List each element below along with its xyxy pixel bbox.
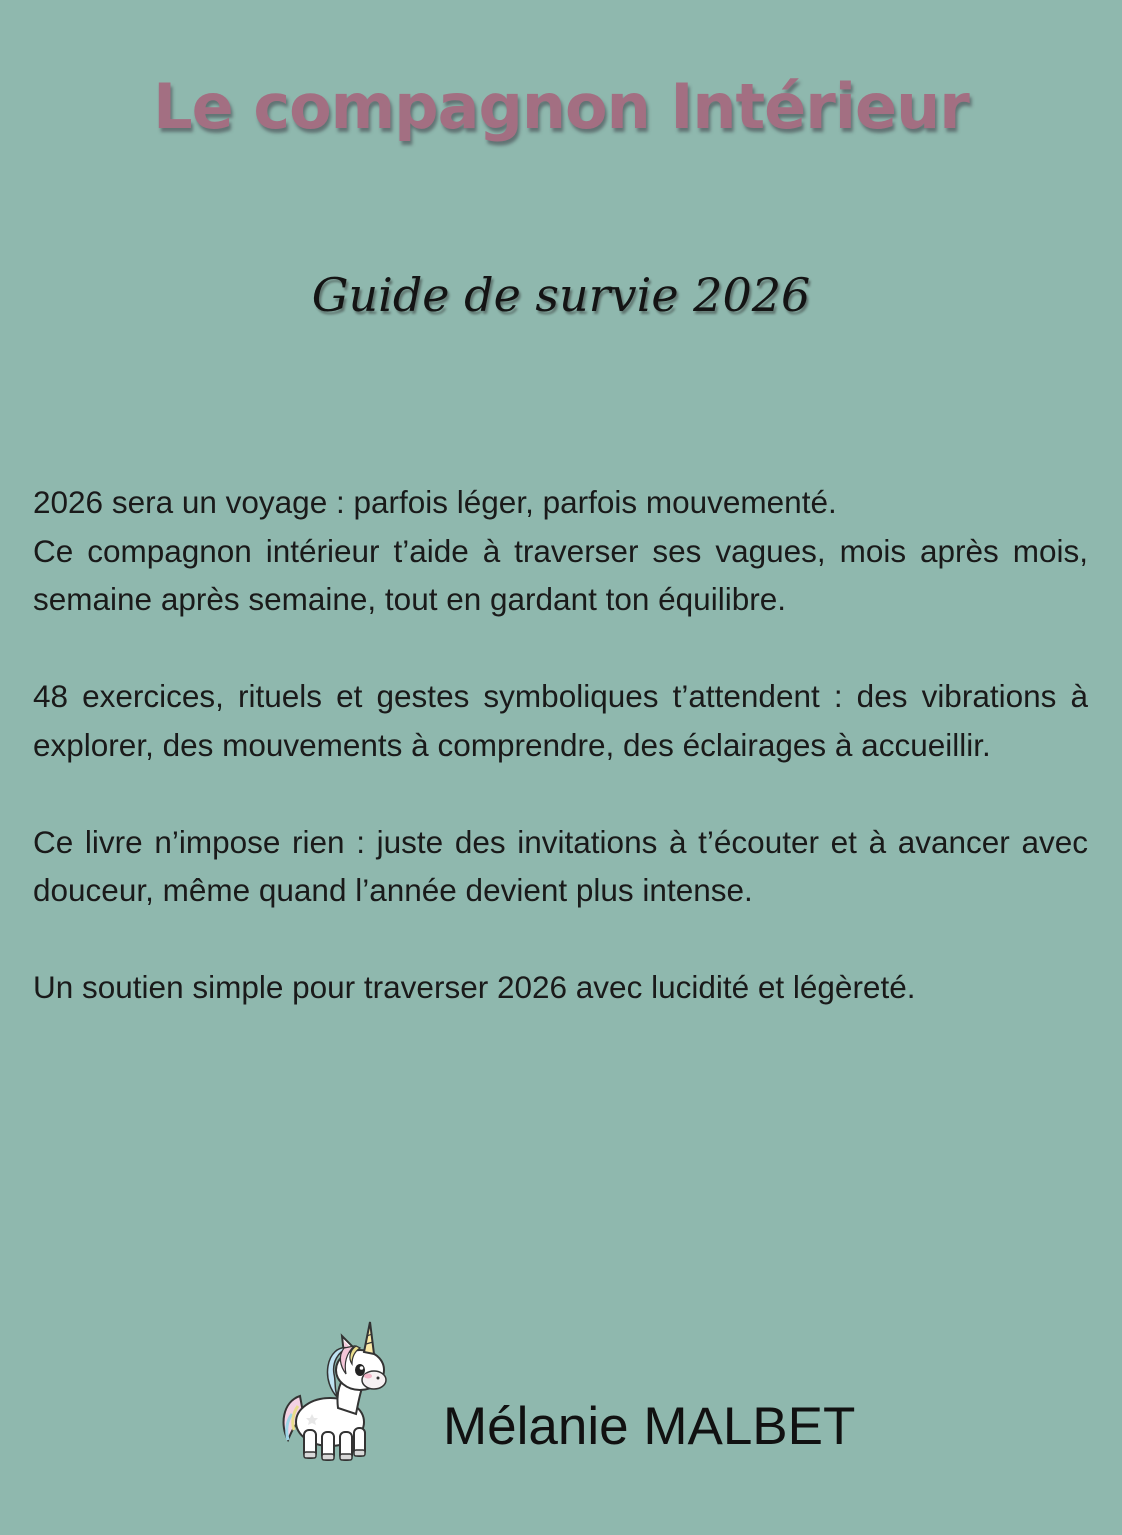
author-footer bbox=[278, 1318, 918, 1478]
author-name: Mélanie MALBET bbox=[443, 1397, 856, 1456]
unicorn-icon bbox=[278, 1318, 396, 1466]
blurb bbox=[33, 478, 1088, 1012]
blurb-intro-line: 2026 sera un voyage : parfois léger, parfois mouvementé. bbox=[33, 484, 837, 520]
blurb-paragraph-2: 48 exercices, rituels et gestes symboliques t’attendent : des vibrations à explorer, des mouvements à comprendre, des éclairages à accueillir. bbox=[33, 678, 1088, 763]
blurb-paragraph-4: Un soutien simple pour traverser 2026 avec lucidité et légèreté. bbox=[33, 969, 916, 1005]
book-subtitle: Guide de survie 2026 bbox=[311, 268, 811, 322]
book-title: Le compagnon Intérieur bbox=[153, 70, 969, 143]
blurb-paragraph-1-rest: Ce compagnon intérieur t’aide à traverser ses vagues, mois après mois, semaine après semaine, tout en gardant ton équilibre. bbox=[33, 532, 1088, 617]
blurb-paragraph-1 bbox=[33, 478, 1088, 624]
blurb-paragraph-3: Ce livre n’impose rien : juste des invitations à t’écouter et à avancer avec douceur, même quand l’année devient plus intense. bbox=[33, 823, 1088, 908]
